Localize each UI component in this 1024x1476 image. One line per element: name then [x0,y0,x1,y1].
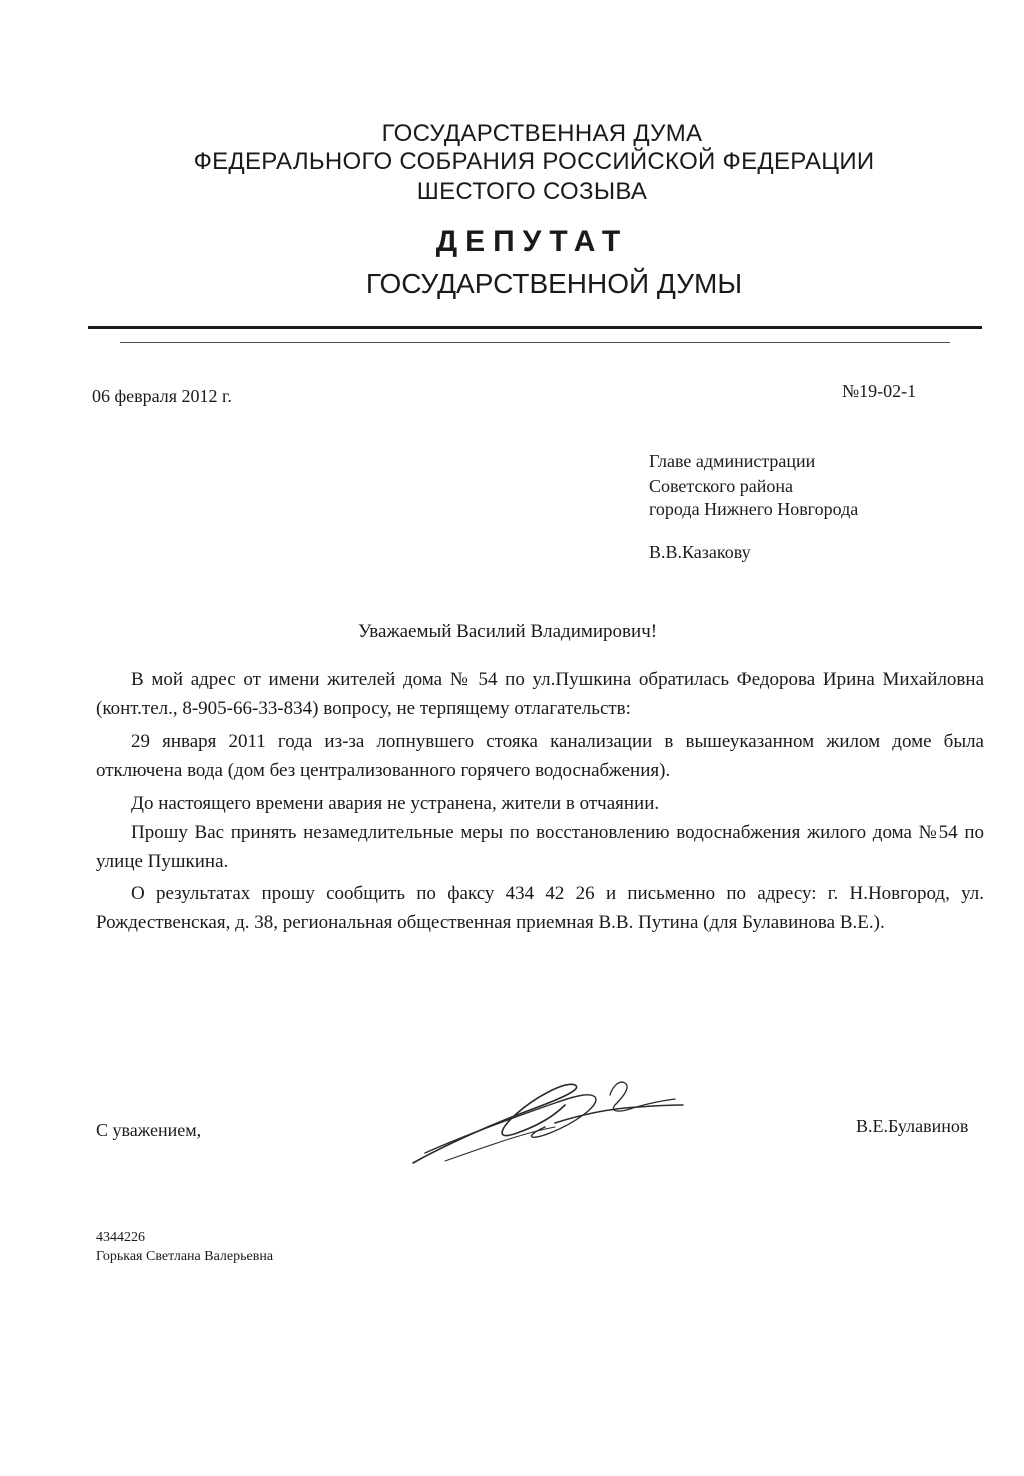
body-paragraph-2 [96,727,984,785]
letter-date: 06 февраля 2012 г. [92,386,232,406]
body-paragraph-3-text: До настоящего времени авария не устранена, жители в отчаянии. [131,793,660,814]
recipient-line-3: города Нижнего Новгорода [649,499,859,519]
header-line-convocation: ШЕСТОГО СОЗЫВА [416,178,648,205]
recipient-line-1: Главе администрации [649,451,816,471]
header-line-federal-assembly: ФЕДЕРАЛЬНОГО СОБРАНИЯ РОССИЙСКОЙ ФЕДЕРАЦИИ [193,148,875,175]
recipient-line-2: Советского района [649,476,793,496]
handwritten-signature [405,1075,690,1170]
body-paragraph-4 [96,818,984,876]
signer-name: В.Е.Булавинов [856,1116,969,1136]
title-state-duma: ГОСУДАРСТВЕННОЙ ДУМЫ [365,268,743,299]
body-paragraph-1-text: В мой адрес от имени жителей дома № 54 по ул.Пушкина обратилась Федорова Ирина Михайловна (конт.тел., 8-905-66-33-834) вопросу, не терпящему отлагательств: [96,669,984,719]
body-paragraph-3 [96,789,984,818]
closing-phrase: С уважением, [96,1120,202,1140]
letter-number: №19-02-1 [842,381,917,401]
body-paragraph-2-text: 29 января 2011 года из-за лопнувшего стояка канализации в вышеуказанном жилом доме была отключена вода (дом без централизованного горячего водоснабжения). [96,731,984,781]
body-paragraph-4-text: Прошу Вас принять незамедлительные меры по восстановлению водоснабжения жилого дома №54 по улице Пушкина. [96,822,984,872]
body-paragraph-5 [96,879,984,937]
header-line-duma: ГОСУДАРСТВЕННАЯ ДУМА [381,120,703,147]
body-paragraph-5-text: О результатах прошу сообщить по факсу 434 42 26 и письменно по адресу: г. Н.Новгород, ул. Рождественская, д. 38, региональная общественная приемная В.В. Путина (для Булавинова В.Е.). [96,883,984,933]
executor-name: Горькая Светлана Валерьевна [96,1249,274,1264]
header-rule-thin [120,342,950,343]
body-paragraph-1 [96,665,984,723]
executor-phone: 4344226 [96,1230,145,1245]
recipient-name: В.В.Казакову [649,542,751,562]
header-rule-thick [88,326,982,329]
title-deputy: ДЕПУТАТ [435,225,629,258]
salutation: Уважаемый Василий Владимирович! [358,621,658,642]
